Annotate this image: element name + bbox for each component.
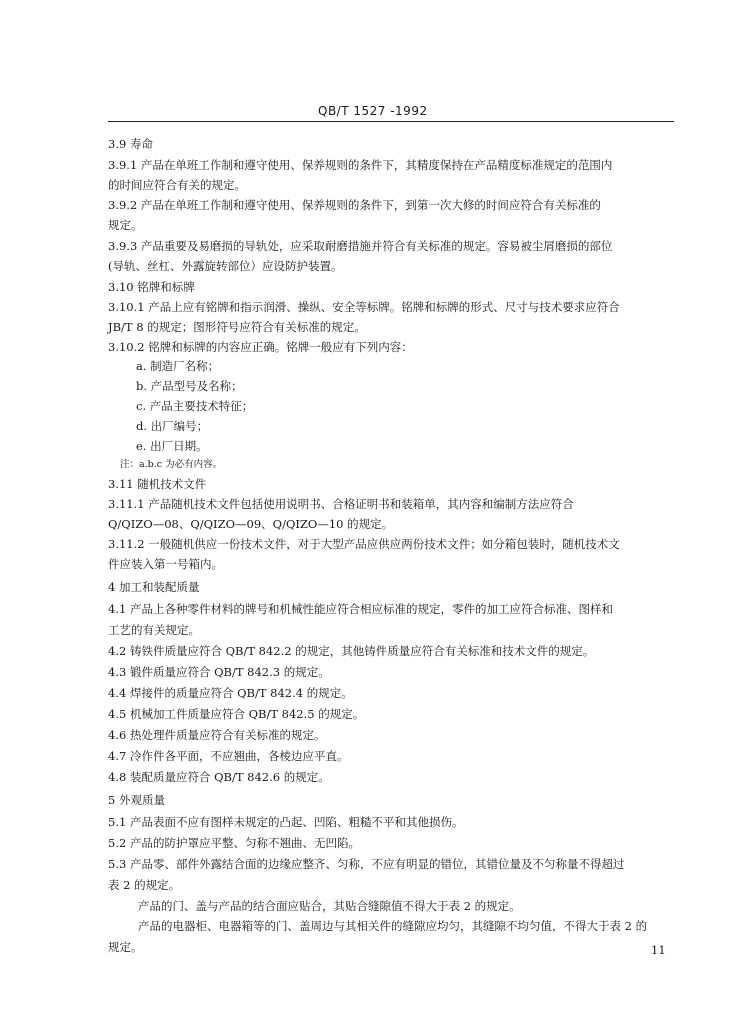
- text-line: c. 产品主要技术特征；: [136, 399, 254, 413]
- text-line: 件应装入第一号箱内。: [108, 557, 223, 571]
- text-line: 5.1 产品表面不应有图样未规定的凸起、凹陷、粗糙不平和其他损伤。: [108, 815, 464, 829]
- text-line: 的时间应符合有关的规定。: [108, 178, 246, 192]
- text-line: 3.9.3 产品重要及易磨损的导轨处，应采取耐磨措施并符合有关标准的规定。容易被尘屑磨损的部位: [108, 239, 613, 253]
- text-line: 5.3 产品零、部件外露结合面的边缘应整齐、匀称，不应有明显的错位，其错位量及不匀称量不得超过: [108, 857, 625, 871]
- text-line: 3.9.2 产品在单班工作制和遵守使用、保养规则的条件下，到第一次大修的时间应符合有关标准的: [108, 198, 601, 212]
- text-line: 4.1 产品上各种零件材料的牌号和机械性能应符合相应标准的规定，零件的加工应符合标准、图样和: [108, 602, 613, 616]
- text-line: 3.11.2 一般随机供应一份技术文件，对于大型产品应供应两份技术文件；如分箱包装时，随机技术文: [108, 537, 620, 551]
- text-line: Q/QIZO—08、Q/QIZO—09、Q/QIZO—10 的规定。: [108, 517, 394, 531]
- text-line: 4.4 焊接件的质量应符合 QB/T 842.4 的规定。: [108, 686, 353, 700]
- text-line: b. 产品型号及名称；: [136, 379, 243, 393]
- text-line: e. 出厂日期。: [136, 439, 208, 453]
- text-line: (导轨、丝杠、外露旋转部位）应设防护装置。: [108, 259, 343, 273]
- text-line: 规定。: [108, 940, 143, 954]
- text-line: 4.7 冷作件各平面，不应翘曲，各棱边应平直。: [108, 749, 349, 763]
- text-line: 表 2 的规定。: [108, 878, 181, 892]
- text-line: 3.10 铭牌和标牌: [108, 280, 195, 294]
- text-line: d. 出厂编号；: [136, 419, 209, 433]
- text-line: 4.3 锻件质量应符合 QB/T 842.3 的规定。: [108, 665, 330, 679]
- text-line: 3.11.1 产品随机技术文件包括使用说明书、合格证明书和装箱单，其内容和编制方法应符合: [108, 497, 574, 511]
- text-line: 4.6 热处理件质量应符合有关标准的规定。: [108, 728, 326, 742]
- text-line: 3.9 寿命: [108, 137, 153, 151]
- text-line: 工艺的有关规定。: [108, 623, 200, 637]
- text-line: 产品的门、盖与产品的结合面应贴合，其贴合缝隙值不得大于表 2 的规定。: [138, 899, 521, 913]
- text-line: 3.10.2 铭牌和标牌的内容应正确。铭牌一般应有下列内容：: [108, 340, 413, 354]
- text-line: 4.5 机械加工件质量应符合 QB/T 842.5 的规定。: [108, 707, 365, 721]
- text-line: 4 加工和装配质量: [108, 580, 200, 594]
- text-line: 产品的电器柜、电器箱等的门、盖周边与其相关件的缝隙应均匀，其缝隙不均匀值，不得大于表 2 的: [138, 919, 648, 933]
- standard-number: QB/T 1527 -1992: [318, 104, 428, 118]
- text-line: 3.9.1 产品在单班工作制和遵守使用、保养规则的条件下，其精度保持在产品精度标准规定的范围内: [108, 158, 613, 172]
- page-number: 11: [651, 943, 666, 957]
- text-line: 注：a.b.c 为必有内容。: [120, 459, 223, 470]
- text-line: 3.10.1 产品上应有铭牌和指示润滑、操纵、安全等标牌。铭牌和标牌的形式、尺寸与技术要求应符合: [108, 300, 620, 314]
- text-line: JB/T 8 的规定；图形符号应符合有关标准的规定。: [108, 320, 366, 334]
- header-rule: [108, 121, 674, 122]
- text-line: 5.2 产品的防护罩应平整、匀称不翘曲、无凹陷。: [108, 836, 360, 850]
- text-line: 规定。: [108, 218, 143, 232]
- text-line: 4.8 装配质量应符合 QB/T 842.6 的规定。: [108, 770, 330, 784]
- text-line: 5 外观质量: [108, 793, 165, 807]
- text-line: 4.2 铸铁件质量应符合 QB/T 842.2 的规定，其他铸件质量应符合有关标准和技术文件的规定。: [108, 644, 595, 658]
- text-line: a. 制造厂名称；: [136, 359, 220, 373]
- text-line: 3.11 随机技术文件: [108, 477, 207, 491]
